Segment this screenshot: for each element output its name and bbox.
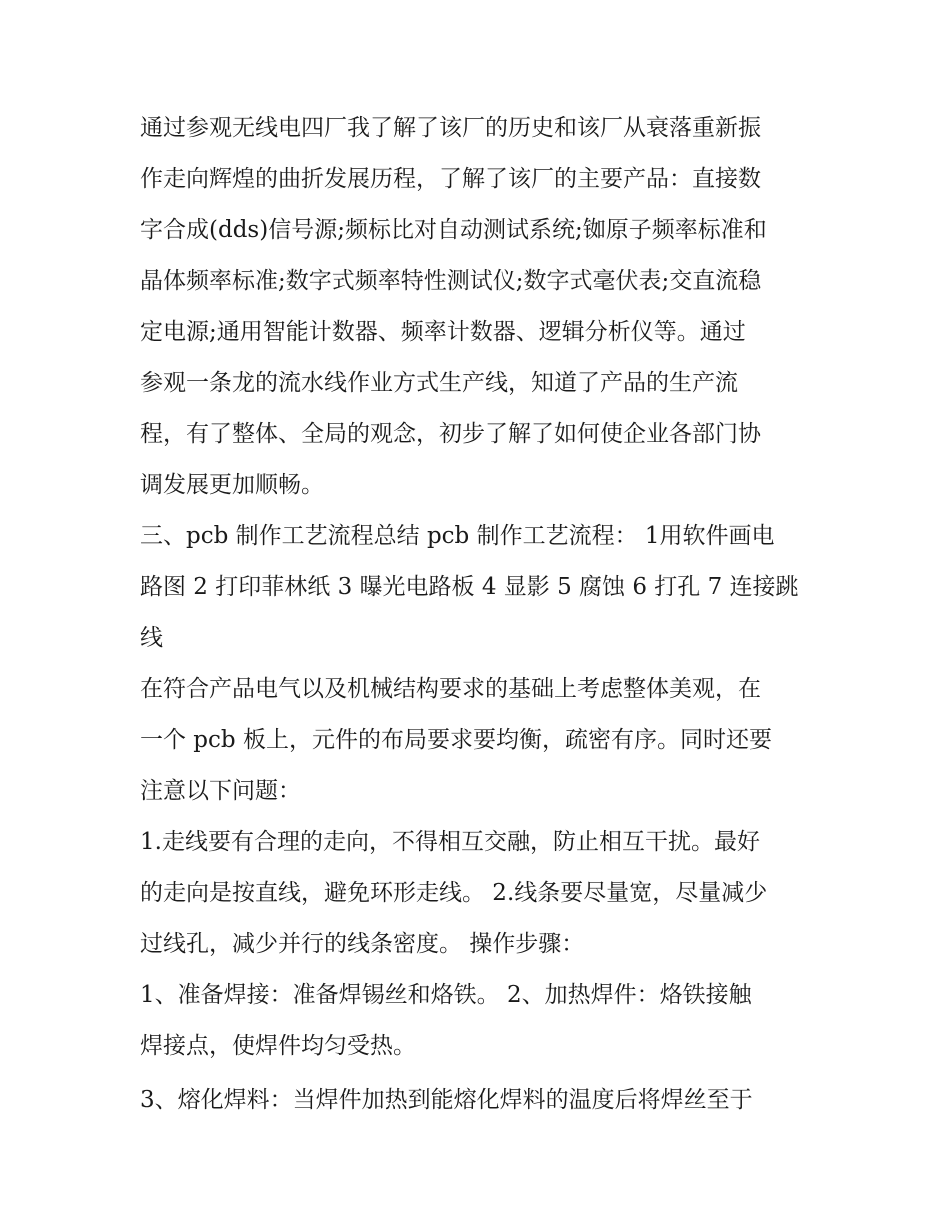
text-line: 1.走线要有合理的走向，不得相互交融，防止相互干扰。最好 — [140, 829, 760, 855]
text-line: 在符合产品电气以及机械结构要求的基础上考虑整体美观，在 — [140, 676, 761, 702]
text-line: 作走向辉煌的曲折发展历程，了解了该厂的主要产品：直接数 — [140, 166, 761, 192]
text-line: 路图 2 打印菲林纸 3 曝光电路板 4 显影 5 腐蚀 6 打孔 7 连接跳 — [140, 574, 799, 600]
text-line: 3、熔化焊料：当焊件加热到能熔化焊料的温度后将焊丝至于 — [140, 1087, 753, 1113]
text-line: 焊接点，使焊件均匀受热。 — [140, 1033, 416, 1059]
text-line: 调发展更加顺畅。 — [140, 472, 324, 498]
text-line: 晶体频率标准;数字式频率特性测试仪;数字式毫伏表;交直流稳 — [140, 268, 762, 294]
text-line: 一个 pcb 板上，元件的布局要求要均衡，疏密有序。同时还要 — [140, 727, 772, 753]
text-line: 1、准备焊接：准备焊锡丝和烙铁。 2、加热焊件：烙铁接触 — [140, 982, 752, 1008]
text-line: 程，有了整体、全局的观念，初步了解了如何使企业各部门协 — [140, 421, 761, 447]
text-line: 参观一条龙的流水线作业方式生产线，知道了产品的生产流 — [140, 370, 738, 396]
text-line: 线 — [140, 625, 163, 651]
text-line: 的走向是按直线，避免环形走线。 2.线条要尽量宽，尽量减少 — [140, 880, 768, 906]
text-line: 注意以下问题： — [140, 778, 301, 804]
document-body — [140, 103, 820, 1126]
text-line: 字合成(dds)信号源;频标比对自动测试系统;铷原子频率标准和 — [140, 217, 767, 243]
text-line: 过线孔，减少并行的线条密度。 操作步骤： — [140, 931, 585, 957]
text-line: 定电源;通用智能计数器、频率计数器、逻辑分析仪等。通过 — [140, 319, 746, 345]
text-line: 通过参观无线电四厂我了解了该厂的历史和该厂从衰落重新振 — [140, 115, 761, 141]
text-line: 三、pcb 制作工艺流程总结 pcb 制作工艺流程： 1用软件画电 — [140, 523, 775, 549]
